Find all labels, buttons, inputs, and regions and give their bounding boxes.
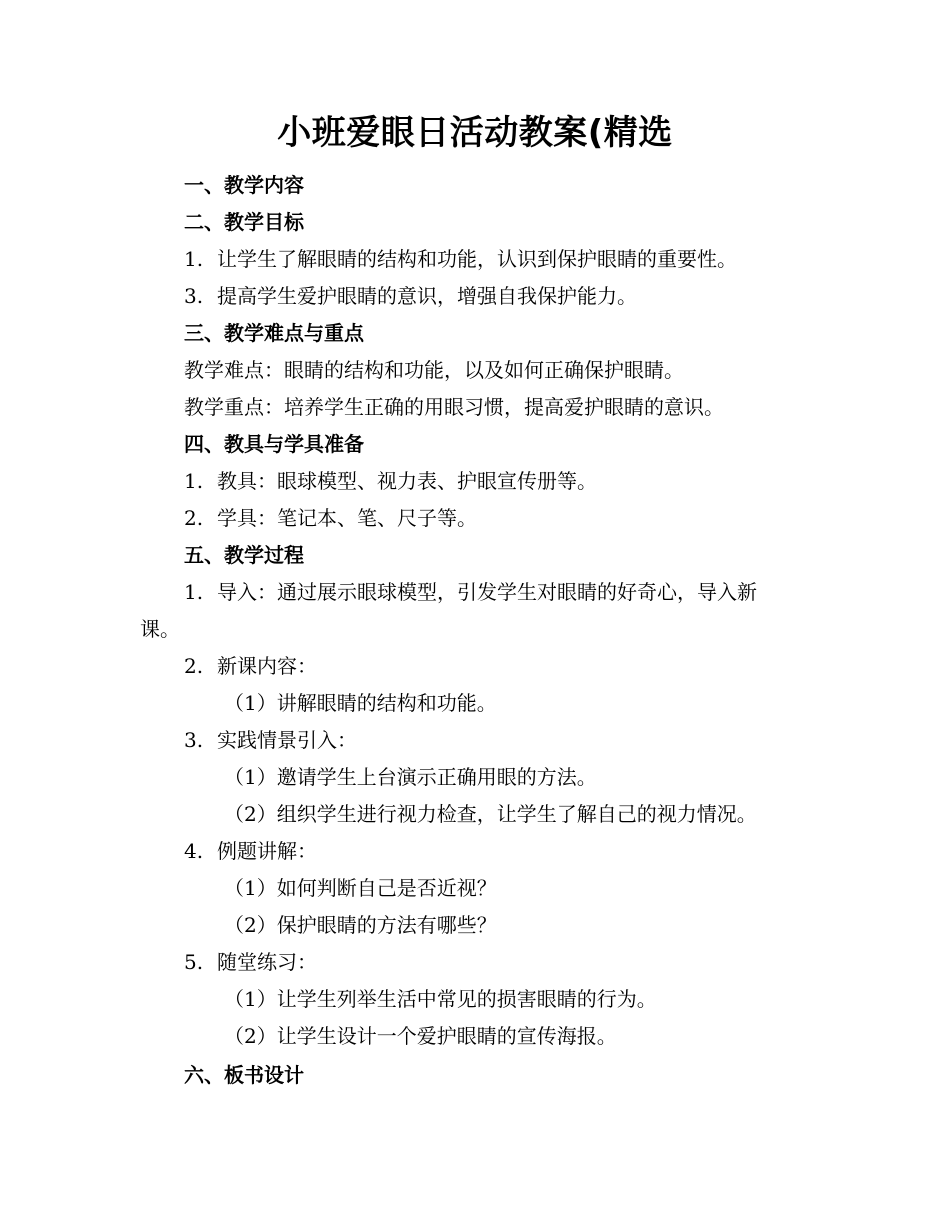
process-item-5 — [184, 948, 317, 976]
list-number: 5. — [184, 950, 204, 974]
goal-number: 1. — [184, 247, 204, 271]
process-subitem: （1）邀请学生上台演示正确用眼的方法。 — [224, 765, 597, 789]
section-heading-6: 六、板书设计 — [184, 1063, 304, 1087]
process-subitem: （1）让学生列举生活中常见的损害眼睛的行为。 — [224, 987, 657, 1011]
list-number: 1. — [184, 580, 204, 604]
list-number: 3. — [184, 728, 204, 752]
section-heading-1: 一、教学内容 — [184, 173, 304, 197]
teaching-difficulty: 教学难点：眼睛的结构和功能，以及如何正确保护眼睛。 — [184, 358, 684, 382]
goal-text: 让学生了解眼睛的结构和功能，认识到保护眼睛的重要性。 — [217, 247, 737, 271]
process-item-1 — [184, 578, 757, 606]
section-heading-3: 三、教学难点与重点 — [184, 321, 364, 345]
list-number: 2. — [184, 506, 204, 530]
list-number: 2. — [184, 654, 204, 678]
document-title: 小班爱眼日活动教案(精选 — [277, 113, 673, 153]
list-text: 学具：笔记本、笔、尺子等。 — [217, 506, 477, 530]
list-text: 例题讲解： — [217, 839, 317, 863]
teaching-focus: 教学重点：培养学生正确的用眼习惯，提高爱护眼睛的意识。 — [184, 395, 724, 419]
process-subitem: （1）如何判断自己是否近视？ — [224, 876, 497, 900]
process-item-1-continued: 课。 — [140, 617, 180, 641]
tools-item-1 — [184, 467, 597, 495]
process-item-3 — [184, 726, 357, 754]
process-subitem: （2）组织学生进行视力检查，让学生了解自己的视力情况。 — [224, 802, 757, 826]
process-subitem: （1）讲解眼睛的结构和功能。 — [224, 691, 497, 715]
list-text: 实践情景引入： — [217, 728, 357, 752]
process-item-2 — [184, 652, 317, 680]
process-item-4 — [184, 837, 317, 865]
list-number: 4. — [184, 839, 204, 863]
list-text: 新课内容： — [217, 654, 317, 678]
goal-number: 3. — [184, 284, 204, 308]
section-heading-5: 五、教学过程 — [184, 543, 304, 567]
list-text: 教具：眼球模型、视力表、护眼宣传册等。 — [217, 469, 597, 493]
list-text: 导入：通过展示眼球模型，引发学生对眼睛的好奇心，导入新 — [217, 580, 757, 604]
list-text: 随堂练习： — [217, 950, 317, 974]
list-number: 1. — [184, 469, 204, 493]
section-heading-2: 二、教学目标 — [184, 210, 304, 234]
process-subitem: （2）让学生设计一个爱护眼睛的宣传海报。 — [224, 1024, 617, 1048]
goal-text: 提高学生爱护眼睛的意识，增强自我保护能力。 — [217, 284, 637, 308]
goal-item-1 — [184, 245, 737, 273]
goal-item-3 — [184, 282, 637, 310]
process-subitem: （2）保护眼睛的方法有哪些？ — [224, 913, 497, 937]
tools-item-2 — [184, 504, 477, 532]
section-heading-4: 四、教具与学具准备 — [184, 432, 364, 456]
